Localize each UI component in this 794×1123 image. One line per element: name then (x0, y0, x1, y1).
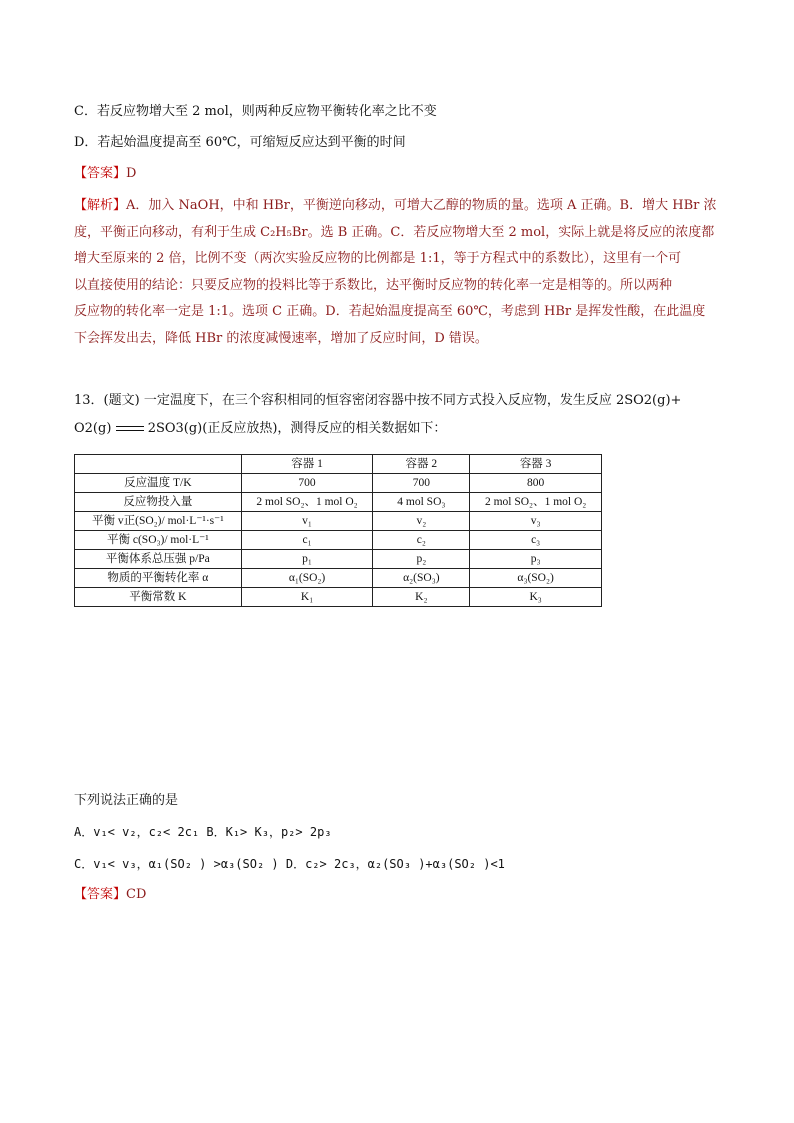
explanation-line-5: 反应物的转化率一定是 1:1。选项 C 正确。D．若起始温度提高至 60℃，考虑到 HBr 是挥发性酸，在此温度 (74, 304, 706, 319)
table-cell: 2 mol SO₂、1 mol O₂ (470, 493, 602, 512)
table-cell: 2 mol SO₂、1 mol O₂ (241, 493, 373, 512)
table-cell: c₂ (373, 531, 470, 550)
table-cell: α₃(SO₂) (470, 569, 602, 588)
table-header-cell: 容器 3 (470, 455, 602, 474)
question-prompt: 下列说法正确的是 (74, 793, 179, 808)
explanation-line-4: 以直接使用的结论：只要反应物的投料比等于系数比，达平衡时反应物的转化率一定是相等的。所以两种 (74, 277, 673, 293)
table-row (75, 474, 602, 493)
explanation-line-1: 【解析】A．加入 NaOH，中和 HBr，平衡逆向移动，可增大乙醇的物质的量。选项 A 正确。B．增大 HBr 浓 (74, 198, 717, 213)
table-cell: 平衡体系总压强 p/Pa (75, 550, 242, 569)
question-13-line-2: O2(g) 2SO3(g)(正反应放热)，测得反应的相关数据如下： (74, 421, 447, 436)
table-header-row (75, 455, 602, 474)
answer-tag: 【答案】 (74, 166, 127, 181)
explanation-block (74, 193, 724, 352)
table-cell: c₁ (241, 531, 373, 550)
table-cell: 平衡常数 K (75, 588, 242, 607)
table-cell: p₂ (373, 550, 470, 569)
option-c-line: C．若反应物增大至 2 mol，则两种反应物平衡转化率之比不变 (74, 104, 437, 119)
table-row (75, 550, 602, 569)
table-header-cell: 容器 1 (241, 455, 373, 474)
option-d-line: D．若起始温度提高至 60℃，可缩短反应达到平衡的时间 (74, 135, 406, 150)
table-row (75, 531, 602, 550)
table-cell: v₁ (241, 512, 373, 531)
question-13-line-1: 13．(题文) 一定温度下，在三个容积相同的恒容密闭容器中按不同方式投入反应物，发生反应 2SO2(g)+ (74, 393, 682, 408)
data-table (74, 454, 602, 607)
table-cell: p₃ (470, 550, 602, 569)
table-row (75, 512, 602, 531)
table-cell: 物质的平衡转化率 α (75, 569, 242, 588)
table-header-cell (75, 455, 242, 474)
table-cell: 平衡 v正(SO₂)/ mol·L⁻¹·s⁻¹ (75, 512, 242, 531)
table-cell: v₃ (470, 512, 602, 531)
table-cell: p₁ (241, 550, 373, 569)
table-cell: 反应温度 T/K (75, 474, 242, 493)
explanation-line-6: 下会挥发出去，降低 HBr 的浓度减慢速率，增加了反应时间，D 错误。 (74, 330, 488, 346)
table-row (75, 569, 602, 588)
table-cell: 反应物投入量 (75, 493, 242, 512)
table-cell: c₃ (470, 531, 602, 550)
options-ab-line: A．v₁< v₂，c₂< 2c₁ B．K₁> K₃，p₂> 2p₃ (74, 825, 332, 839)
table-cell: K₁ (241, 588, 373, 607)
table-header-cell: 容器 2 (373, 455, 470, 474)
explanation-tag: 【解析】 (74, 198, 127, 213)
answer-tag: 【答案】 (74, 887, 127, 902)
table-cell: α₂(SO₃) (373, 569, 470, 588)
equilibrium-arrow-icon (116, 425, 144, 433)
table-row (75, 493, 602, 512)
explanation-line-3: 增大至原来的 2 倍，比例不变（两次实验反应物的比例都是 1:1，等于方程式中的系数比），这里有一个可 (74, 251, 682, 266)
options-cd-line: C．v₁< v₃，α₁(SO₂ ) >α₃(SO₂ ) D．c₂> 2c₃，α₂(SO₃ )+α₃(SO₂ )<1 (74, 857, 505, 871)
table-cell: K₃ (470, 588, 602, 607)
table-cell: v₂ (373, 512, 470, 531)
table-cell: 800 (470, 474, 602, 493)
table-cell: 平衡 c(SO₃)/ mol·L⁻¹ (75, 531, 242, 550)
explanation-line-2: 度，平衡正向移动，有利于生成 C₂H₅Br。选 B 正确。C．若反应物增大至 2 mol，实际上就是将反应的浓度都 (74, 224, 715, 240)
answer-2 (74, 887, 146, 903)
table-cell: 700 (373, 474, 470, 493)
table-cell: K₂ (373, 588, 470, 607)
table-cell: 4 mol SO₃ (373, 493, 470, 512)
table-cell: 700 (241, 474, 373, 493)
table-cell: α₁(SO₂) (241, 569, 373, 588)
answer-value: CD (126, 887, 147, 902)
answer-1 (74, 166, 136, 182)
table-row (75, 588, 602, 607)
answer-value: D (126, 166, 137, 181)
